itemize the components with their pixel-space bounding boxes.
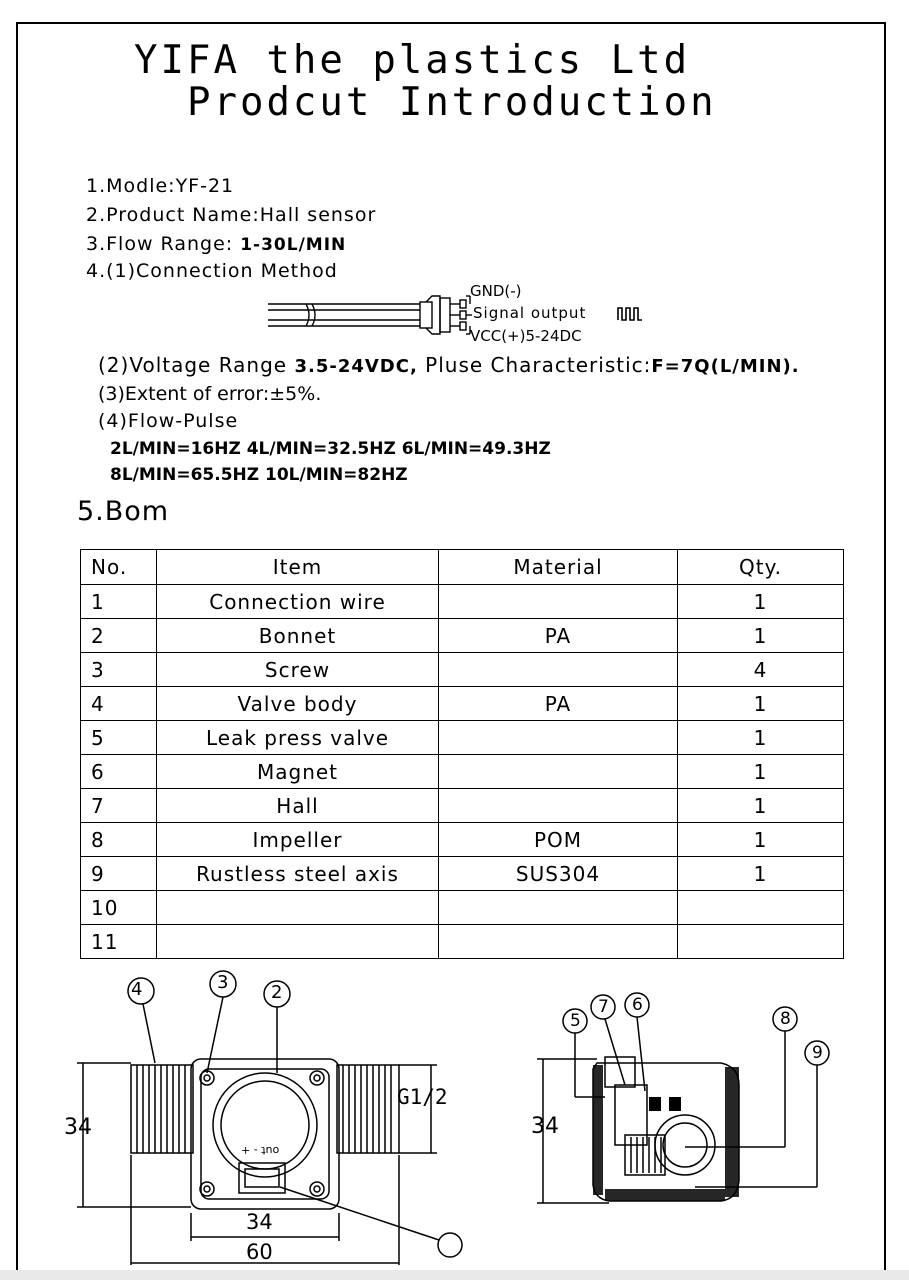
bom-cell-material xyxy=(439,925,678,959)
table-row xyxy=(81,789,844,823)
bottom-scroll-strip xyxy=(0,1270,909,1280)
front-width-inner-dimension: 34 xyxy=(246,1210,273,1234)
bom-cell-item: Leak press valve xyxy=(157,721,439,755)
bom-cell-qty: 1 xyxy=(678,619,844,653)
section-height-dimension: 34 xyxy=(531,1114,559,1139)
bom-cell-no: 9 xyxy=(81,857,157,891)
spec-voltage-pulse xyxy=(98,353,800,379)
bom-cell-item: Magnet xyxy=(157,755,439,789)
connector-diagram xyxy=(260,280,660,350)
bom-cell-no: 11 xyxy=(81,925,157,959)
bom-header-qty: Qty. xyxy=(678,550,844,585)
bom-cell-qty: 1 xyxy=(678,687,844,721)
impeller-circle xyxy=(655,1115,715,1175)
bom-cell-no: 6 xyxy=(81,755,157,789)
bom-cell-item: Bonnet xyxy=(157,619,439,653)
connector-signal-label: Signal output xyxy=(473,304,587,322)
bom-header-item: Item xyxy=(157,550,439,585)
bom-cell-no: 10 xyxy=(81,891,157,925)
pulse-value: F=7Q(L/MIN). xyxy=(651,356,800,377)
spec-flow-range xyxy=(86,232,346,257)
spec-product-name: 2.Product Name:Hall sensor xyxy=(86,204,377,226)
bom-cell-material xyxy=(439,789,678,823)
spec-flow-pulse-line1: 2L/MIN=16HZ 4L/MIN=32.5HZ 6L/MIN=49.3HZ xyxy=(110,439,551,459)
callout-1-circle xyxy=(438,1233,462,1257)
callout-2-label: 2 xyxy=(271,982,283,1003)
spec-model: 1.Modle:YF-21 xyxy=(86,175,235,197)
bom-cell-material: PA xyxy=(439,687,678,721)
spec-flow-range-label: 3.Flow Range: xyxy=(86,233,234,255)
bom-heading: 5.Bom xyxy=(77,496,170,527)
spec-connection-method: 4.(1)Connection Method xyxy=(86,260,338,282)
connector-vcc-label: VCC(+)5-24DC xyxy=(470,327,582,345)
frame-right-border xyxy=(884,22,886,1280)
table-row xyxy=(81,619,844,653)
connector-gnd-label: GND(-) xyxy=(470,282,522,300)
bom-cell-qty: 1 xyxy=(678,789,844,823)
bom-cell-qty: 1 xyxy=(678,755,844,789)
bom-cell-material: SUS304 xyxy=(439,857,678,891)
table-row xyxy=(81,585,844,619)
spec-error: (3)Extent of error:±5%. xyxy=(98,383,322,405)
spec-flow-range-value: 1-30L/MIN xyxy=(240,235,347,255)
bom-cell-no: 7 xyxy=(81,789,157,823)
voltage-label: (2)Voltage Range xyxy=(98,353,288,377)
screw-icon xyxy=(310,1182,324,1196)
callout-3-label: 3 xyxy=(217,972,229,993)
table-row xyxy=(81,925,844,959)
bom-cell-material: POM xyxy=(439,823,678,857)
bom-cell-no: 1 xyxy=(81,585,157,619)
table-row xyxy=(81,721,844,755)
bom-header-material: Material xyxy=(439,550,678,585)
voltage-value: 3.5-24VDC, xyxy=(294,356,418,377)
pulse-label: Pluse Characteristic: xyxy=(425,353,652,377)
screw-icon xyxy=(200,1182,214,1196)
bom-cell-item: Connection wire xyxy=(157,585,439,619)
bom-header-row xyxy=(81,550,844,585)
front-width-total-dimension: 60 xyxy=(246,1240,273,1264)
bom-cell-item: Rustless steel axis xyxy=(157,857,439,891)
bom-cell-qty xyxy=(678,891,844,925)
bom-cell-material xyxy=(439,891,678,925)
front-height-dimension: 34 xyxy=(64,1115,92,1140)
callout-9-label: 9 xyxy=(812,1043,823,1063)
bom-cell-item: Screw xyxy=(157,653,439,687)
bom-cell-qty xyxy=(678,925,844,959)
bom-cell-material xyxy=(439,653,678,687)
bom-cell-qty: 1 xyxy=(678,823,844,857)
callout-6-label: 6 xyxy=(632,995,643,1015)
callout-5-label: 5 xyxy=(570,1011,581,1031)
frame-top-border xyxy=(16,22,884,24)
spec-flow-pulse-line2: 8L/MIN=65.5HZ 10L/MIN=82HZ xyxy=(110,465,408,485)
bom-cell-item: Impeller xyxy=(157,823,439,857)
callout-8-label: 8 xyxy=(780,1009,791,1029)
table-row xyxy=(81,891,844,925)
bom-cell-item xyxy=(157,925,439,959)
bom-cell-item: Valve body xyxy=(157,687,439,721)
bom-cell-qty: 1 xyxy=(678,857,844,891)
table-row xyxy=(81,653,844,687)
screw-icon xyxy=(310,1071,324,1085)
bom-cell-qty: 1 xyxy=(678,585,844,619)
cable-icon xyxy=(268,304,420,326)
bom-table xyxy=(80,549,844,959)
spec-flow-pulse-label: (4)Flow-Pulse xyxy=(98,410,239,432)
table-row xyxy=(81,755,844,789)
bom-cell-no: 4 xyxy=(81,687,157,721)
table-row xyxy=(81,687,844,721)
thread-dimension: G1/2 xyxy=(397,1085,448,1109)
bom-cell-qty: 1 xyxy=(678,721,844,755)
bonnet-circle xyxy=(213,1073,317,1177)
bom-header-no: No. xyxy=(81,550,157,585)
bom-cell-item: Hall xyxy=(157,789,439,823)
bom-cell-no: 2 xyxy=(81,619,157,653)
magnet-icon xyxy=(649,1097,661,1111)
callout-7-label: 7 xyxy=(598,997,609,1017)
bom-cell-no: 8 xyxy=(81,823,157,857)
title-company: YIFA the plastics Ltd xyxy=(134,38,691,83)
pulse-wave-icon xyxy=(618,308,642,320)
bom-cell-item xyxy=(157,891,439,925)
connector-plug-icon xyxy=(420,296,472,334)
body-marking-text: out - + xyxy=(241,1144,280,1157)
bom-cell-no: 5 xyxy=(81,721,157,755)
bom-cell-material: PA xyxy=(439,619,678,653)
bom-cell-qty: 4 xyxy=(678,653,844,687)
screw-icon xyxy=(200,1071,214,1085)
table-row xyxy=(81,823,844,857)
bom-cell-no: 3 xyxy=(81,653,157,687)
bom-cell-material xyxy=(439,755,678,789)
title-introduction: Prodcut Introduction xyxy=(187,80,717,125)
callout-4-label: 4 xyxy=(131,979,143,1000)
frame-left-border xyxy=(16,22,18,1280)
bom-cell-material xyxy=(439,585,678,619)
table-row xyxy=(81,857,844,891)
bom-cell-material xyxy=(439,721,678,755)
